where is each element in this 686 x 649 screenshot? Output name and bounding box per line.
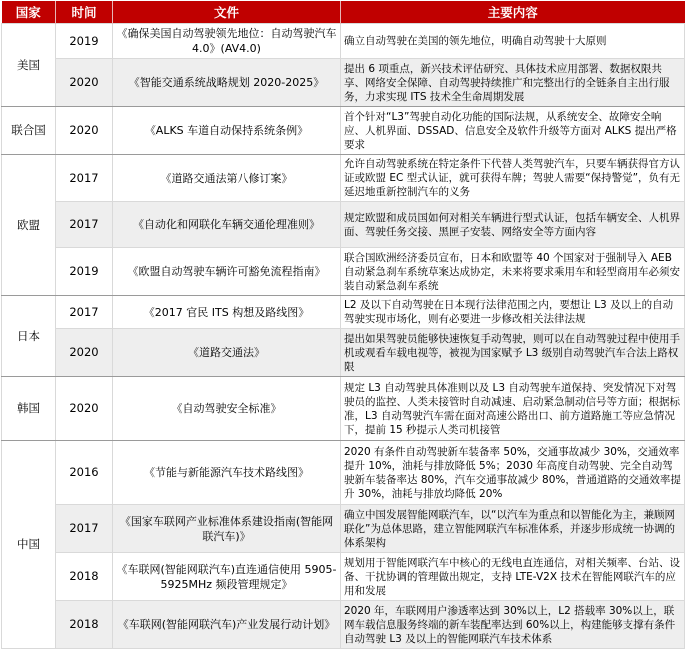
- content-cell: 确立自动驾驶在美国的领先地位，明确自动驾驶十大原则: [341, 24, 685, 59]
- content-cell: L2 及以下自动驾驶在日本现行法律范围之内，要想让 L3 及以上的自动驾驶实现市场化，则有必要进一步修改相关法律法规: [341, 296, 685, 329]
- content-cell: 提出 6 项重点，新兴技术评估研究、具体技术应用部署、数据权限共享、网络安全保障、自动驾驶持续推广和完整出行的全链条自主出行服务，力求实现 ITS 技术全生命周期发展: [341, 59, 685, 107]
- content-cell: 首个针对“L3”驾驶自动化功能的国际法规，从系统安全、故障安全响应、人机界面、DSSAD、信息安全及软件升级等方面对 ALKS 提出严格要求: [341, 107, 685, 155]
- header-content: 主要内容: [341, 1, 685, 24]
- country-cell: 中国: [2, 441, 56, 649]
- year-cell: 2017: [56, 155, 113, 202]
- table-row: [2, 601, 685, 649]
- table-row: [2, 553, 685, 601]
- header-document: 文件: [113, 1, 341, 24]
- table-row: [2, 296, 685, 329]
- year-cell: 2020: [56, 377, 113, 441]
- year-cell: 2020: [56, 59, 113, 107]
- content-cell: 规划用于智能网联汽车中核心的无线电直连通信，对相关频率、台站、设备、干扰协调的管理做出规定，支持 LTE-V2X 技术在智能网联汽车的应用和发展: [341, 553, 685, 601]
- country-cell: 联合国: [2, 107, 56, 155]
- content-cell: 2020 有条件自动驾驶新车装备率 50%，交通事故减少 30%，交通效率提升 10%，油耗与排放降低 5%；2030 年高度自动驾驶、完全自动驾驶新车装备率达 80%，汽车交通事故减少 80%，普通道路的交通效率提升 30%，油耗与排放均降低 20%: [341, 441, 685, 505]
- year-cell: 2016: [56, 441, 113, 505]
- document-cell: 《自动化和网联化车辆交通伦理准则》: [113, 202, 341, 248]
- country-cell: 日本: [2, 296, 56, 377]
- header-year: 时间: [56, 1, 113, 24]
- document-cell: 《道路交通法第八修订案》: [113, 155, 341, 202]
- year-cell: 2019: [56, 24, 113, 59]
- document-cell: 《国家车联网产业标准体系建设指南(智能网联汽车)》: [113, 505, 341, 553]
- content-cell: 2020 年，车联网用户渗透率达到 30%以上，L2 搭载率 30%以上，联网车载信息服务终端的新车装配率达到 60%以上，构建能够支撑有条件自动驾驶 L3 及以上的智能网联汽车技术体系: [341, 601, 685, 649]
- year-cell: 2020: [56, 329, 113, 377]
- year-cell: 2019: [56, 248, 113, 296]
- document-cell: 《车联网(智能网联汽车)直连通信使用 5905-5925MHz 频段管理规定》: [113, 553, 341, 601]
- document-cell: 《车联网(智能网联汽车)产业发展行动计划》: [113, 601, 341, 649]
- table-row: [2, 202, 685, 248]
- country-cell: 美国: [2, 24, 56, 107]
- table-row: [2, 377, 685, 441]
- document-cell: 《道路交通法》: [113, 329, 341, 377]
- content-cell: 提出如果驾驶员能够快速恢复手动驾驶，则可以在自动驾驶过程中使用手机或观看车载电视等，被视为国家赋予 L3 级别自动驾驶汽车合法上路权限: [341, 329, 685, 377]
- year-cell: 2017: [56, 202, 113, 248]
- content-cell: 允许自动驾驶系统在特定条件下代替人类驾驶汽车，只要车辆获得官方认证或欧盟 EC 型式认证，就可获得车牌；驾驶人需要“保持警觉”，负有无延迟地重新控制汽车的义务: [341, 155, 685, 202]
- table-row: [2, 59, 685, 107]
- document-cell: 《节能与新能源汽车技术路线图》: [113, 441, 341, 505]
- table-row: [2, 248, 685, 296]
- table-row: [2, 107, 685, 155]
- table-row: [2, 505, 685, 553]
- document-cell: 《智能交通系统战略规划 2020-2025》: [113, 59, 341, 107]
- table-row: [2, 155, 685, 202]
- year-cell: 2018: [56, 553, 113, 601]
- content-cell: 规定 L3 自动驾驶具体准则以及 L3 自动驾驶车道保持、突发情况下对驾驶员的监控、人类未接管时自动减速、启动紧急制动信号等方面；根据标准，L3 自动驾驶汽车需在面对高速公路出口、前方道路施工等应急情况下，提前 15 秒提示人类司机接管: [341, 377, 685, 441]
- year-cell: 2017: [56, 505, 113, 553]
- document-cell: 《ALKS 车道自动保持系统条例》: [113, 107, 341, 155]
- document-cell: 《2017 官民 ITS 构想及路线图》: [113, 296, 341, 329]
- country-cell: 欧盟: [2, 155, 56, 296]
- year-cell: 2018: [56, 601, 113, 649]
- header-country: 国家: [2, 1, 56, 24]
- content-cell: 确立中国发展智能网联汽车，以“以汽车为重点和以智能化为主，兼顾网联化”为总体思路，建立智能网联汽车标准体系，并逐步形成统一协调的体系架构: [341, 505, 685, 553]
- table-row: [2, 441, 685, 505]
- document-cell: 《确保美国自动驾驶领先地位：自动驾驶汽车 4.0》(AV4.0): [113, 24, 341, 59]
- table-header: [2, 1, 685, 24]
- content-cell: 联合国欧洲经济委员宣布，日本和欧盟等 40 个国家对于强制导入 AEB 自动紧急刹车系统草案达成协定，未来将要求乘用车和轻型商用车必须安装自动紧急刹车系统: [341, 248, 685, 296]
- year-cell: 2020: [56, 107, 113, 155]
- content-cell: 规定欧盟和成员国如何对相关车辆进行型式认证，包括车辆安全、人机界面、驾驶任务交接、黑匣子安装、网络安全等方面内容: [341, 202, 685, 248]
- policy-table: [1, 1, 685, 649]
- table-row: [2, 24, 685, 59]
- year-cell: 2017: [56, 296, 113, 329]
- country-cell: 韩国: [2, 377, 56, 441]
- document-cell: 《自动驾驶安全标准》: [113, 377, 341, 441]
- document-cell: 《欧盟自动驾驶车辆许可豁免流程指南》: [113, 248, 341, 296]
- table-row: [2, 329, 685, 377]
